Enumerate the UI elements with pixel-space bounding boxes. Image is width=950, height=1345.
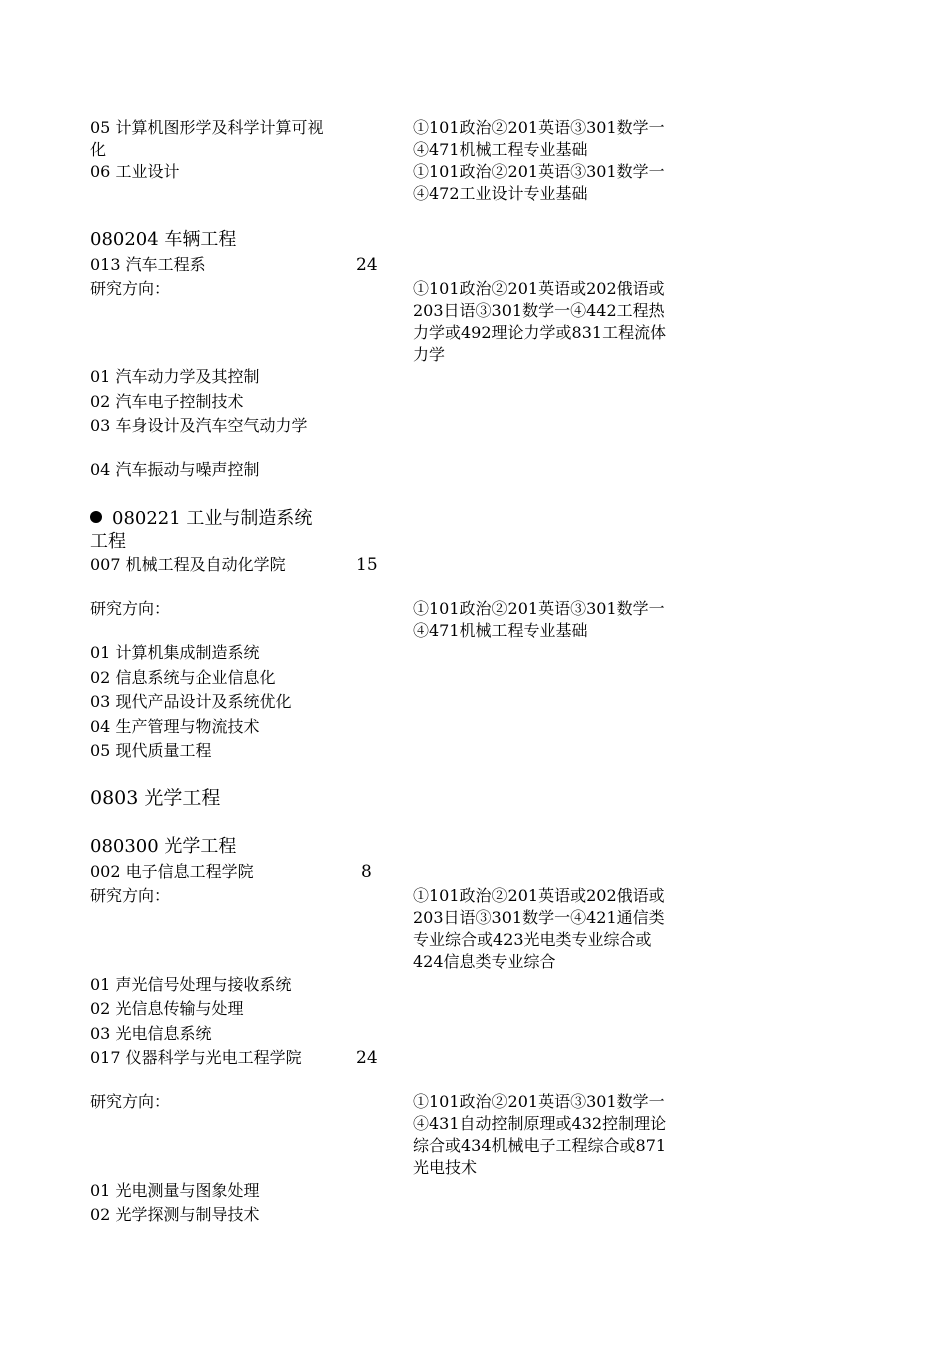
direction-item: 04 汽车振动与噪声控制 [90, 460, 260, 479]
research-label: 研究方向： [90, 1092, 171, 1111]
direction-item: 03 现代产品设计及系统优化 [90, 692, 292, 711]
quota-002: 8 [361, 862, 372, 882]
dept-017: 017 仪器科学与光电工程学院 [90, 1048, 302, 1067]
subjects-002: ①101政治②201英语或202俄语或203日语③301数学一④421通信类专业综合或423光电类专业综合或424信息类专业综合 [413, 886, 665, 971]
subjects-080221: ①101政治②201英语③301数学一④471机械工程专业基础 [413, 599, 665, 640]
direction-item: 01 汽车动力学及其控制 [90, 367, 260, 386]
direction-item: 02 信息系统与企业信息化 [90, 668, 276, 687]
direction-item: 01 声光信号处理与接收系统 [90, 975, 292, 994]
direction-item: 02 光学探测与制导技术 [90, 1205, 260, 1224]
direction-item: 01 计算机集成制造系统 [90, 643, 260, 662]
research-label: 研究方向： [90, 599, 171, 618]
direction-item: 02 汽车电子控制技术 [90, 392, 244, 411]
dept-007: 007 机械工程及自动化学院 [90, 555, 286, 574]
major-080300: 080300 光学工程 [90, 836, 237, 857]
direction-item: 02 光信息传输与处理 [90, 999, 244, 1018]
direction-item: 03 光电信息系统 [90, 1024, 212, 1043]
direction-06-subjects: ①101政治②201英语③301数学一④472工业设计专业基础 [413, 162, 665, 203]
research-label: 研究方向： [90, 886, 171, 905]
direction-item: 03 车身设计及汽车空气动力学 [90, 416, 308, 435]
quota-017: 24 [356, 1048, 378, 1068]
dept-002: 002 电子信息工程学院 [90, 862, 254, 881]
bullet-icon [90, 511, 102, 523]
dept-013: 013 汽车工程系 [90, 255, 206, 274]
direction-05: 05 计算机图形学及科学计算可视化 [90, 118, 324, 159]
subjects-017: ①101政治②201英语③301数学一④431自动控制原理或432控制理论综合或434机械电子工程综合或871光电技术 [413, 1092, 667, 1177]
direction-06: 06 工业设计 [90, 162, 180, 181]
direction-item: 05 现代质量工程 [90, 741, 212, 760]
major-080204: 080204 车辆工程 [90, 229, 237, 250]
direction-item: 04 生产管理与物流技术 [90, 717, 260, 736]
subjects-080204: ①101政治②201英语或202俄语或203日语③301数学一④442工程热力学或492理论力学或831工程流体力学 [413, 279, 667, 364]
discipline-0803: 0803 光学工程 [90, 787, 221, 809]
direction-05-subjects: ①101政治②201英语③301数学一④471机械工程专业基础 [413, 118, 665, 159]
major-080221: 080221 工业与制造系统工程 [90, 508, 313, 552]
quota-007: 15 [356, 555, 378, 575]
quota-013: 24 [356, 255, 378, 275]
research-label: 研究方向： [90, 279, 171, 298]
direction-item: 01 光电测量与图象处理 [90, 1181, 260, 1200]
